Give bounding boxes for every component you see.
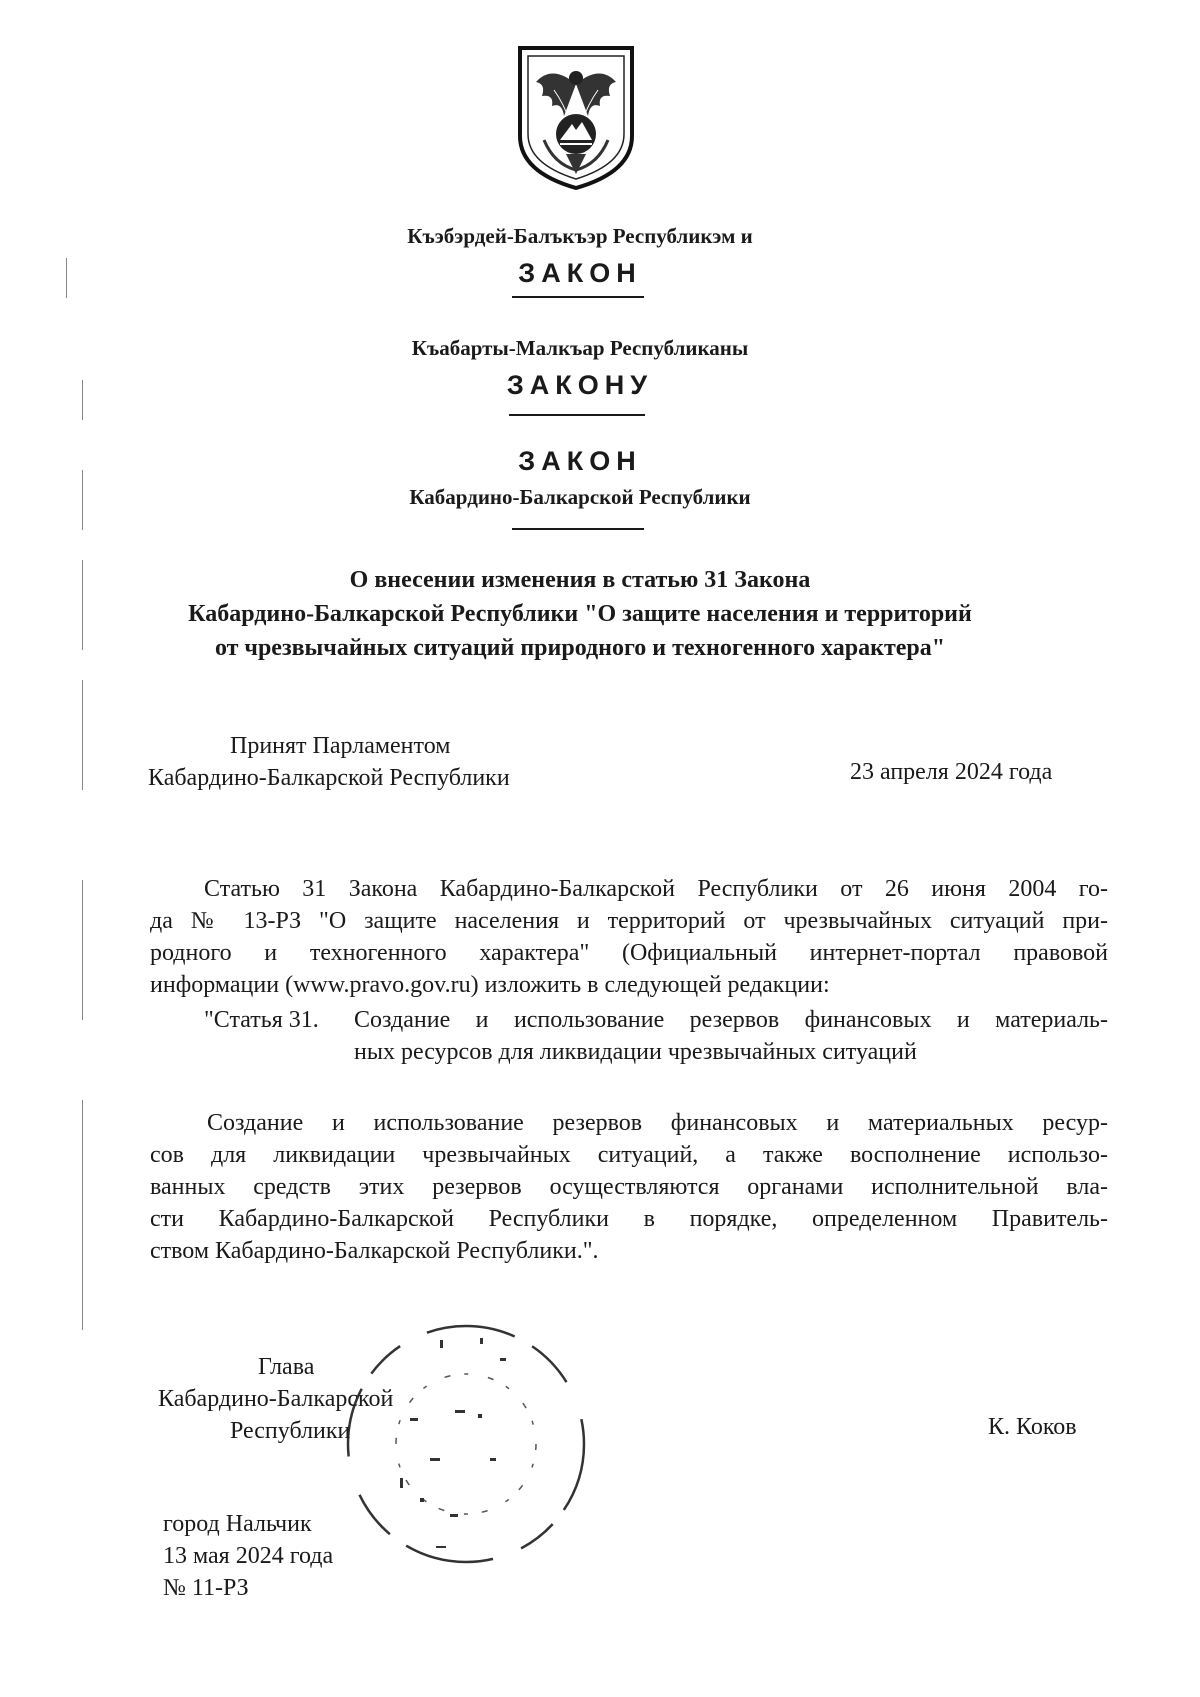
body-text-line: ванных средств этих резервов осуществляются органами исполнительной вла- xyxy=(150,1174,1108,1200)
body-text-line: информации (www.pravo.gov.ru) изложить в следующей редакции: xyxy=(150,972,830,998)
body-text-line: Создание и использование резервов финансовых и материальных ресур- xyxy=(207,1110,1108,1136)
body-text-line: сти Кабардино-Балкарской Республики в порядке, определенном Правитель- xyxy=(150,1206,1108,1232)
adoption-date: 23 апреля 2024 года xyxy=(850,759,1053,785)
coat-of-arms-emblem xyxy=(514,44,638,192)
adopted-by-line-2: Кабардино-Балкарской Республики xyxy=(148,765,510,791)
law-title-line-2: Кабардино-Балкарской Республики "О защите населения и территорий xyxy=(188,601,972,627)
divider-line xyxy=(512,296,644,298)
article-title-line: ных ресурсов для ликвидации чрезвычайных ситуаций xyxy=(354,1039,917,1065)
body-text-line: сов для ликвидации чрезвычайных ситуаций, а также восполнение использо- xyxy=(150,1142,1108,1168)
balkar-header-line: Къабарты-Малкъар Республиканы xyxy=(411,336,749,360)
body-text-line: ством Кабардино-Балкарской Республики.". xyxy=(150,1238,599,1264)
russian-law-word: ЗАКОН xyxy=(518,446,642,476)
article-title-line: Создание и использование резервов финансовых и материаль- xyxy=(354,1007,1108,1033)
official-seal-stamp xyxy=(340,1318,592,1570)
law-title-line-1: О внесении изменения в статью 31 Закона xyxy=(349,567,811,593)
signatory-title-line-3: Республики xyxy=(230,1418,351,1444)
body-text-line: Статью 31 Закона Кабардино-Балкарской Республики от 26 июня 2004 го- xyxy=(204,876,1108,902)
kabardian-law-word: ЗАКОН xyxy=(518,258,642,288)
russian-header-line: Кабардино-Балкарской Республики xyxy=(409,485,751,509)
law-title-line-3: от чрезвычайных ситуаций природного и техногенного характера" xyxy=(214,635,946,661)
signing-date: 13 мая 2024 года xyxy=(163,1543,334,1569)
divider-line xyxy=(512,528,644,530)
divider-line xyxy=(509,414,645,416)
kabardian-header-line: Къэбэрдей-Балъкъэр Республикэм и xyxy=(407,224,753,248)
balkar-law-word: ЗАКОНУ xyxy=(506,370,654,400)
signatory-name: К. Коков xyxy=(988,1414,1077,1440)
article-label: "Статья 31. xyxy=(204,1007,319,1033)
signatory-title-line-2: Кабардино-Балкарской xyxy=(158,1386,394,1412)
place-of-signing: город Нальчик xyxy=(163,1511,312,1537)
signatory-title-line-1: Глава xyxy=(258,1354,315,1380)
body-text-line: да № 13-РЗ "О защите населения и территорий от чрезвычайных ситуаций при- xyxy=(150,908,1108,934)
body-text-line: родного и техногенного характера" (Официальный интернет-портал правовой xyxy=(150,940,1108,966)
law-number: № 11-РЗ xyxy=(163,1575,249,1601)
adopted-by-line-1: Принят Парламентом xyxy=(230,733,451,759)
